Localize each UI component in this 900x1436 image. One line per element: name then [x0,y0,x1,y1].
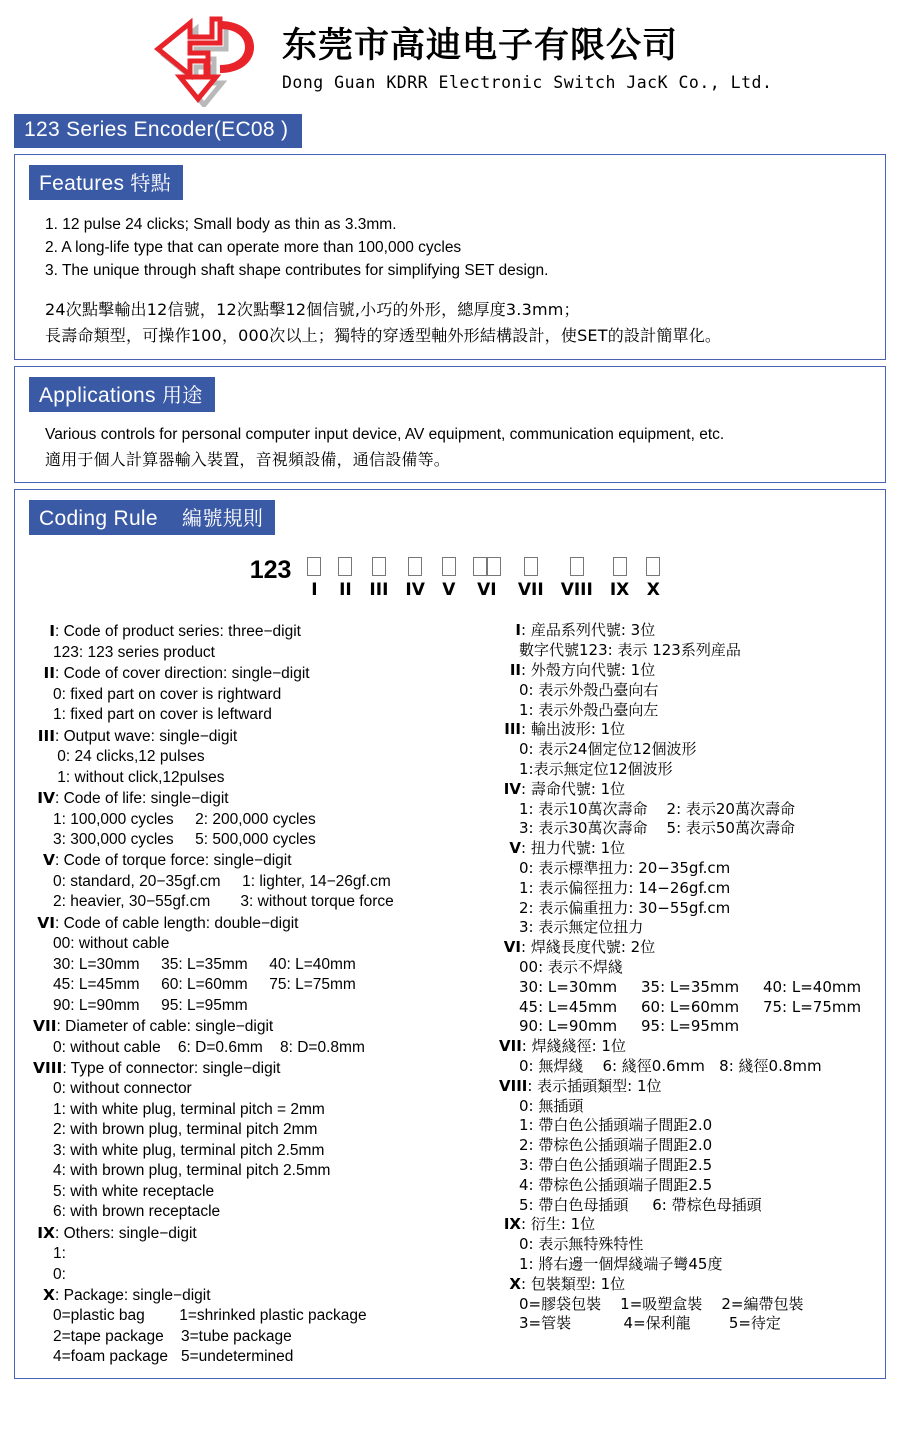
coding-entry-option: 3: 表示30萬次壽命 5: 表示50萬次壽命 [519,819,795,838]
coding-entry-roman: IX [503,1215,521,1234]
code-position-ii [338,557,352,599]
features-title-cn: 特點 [130,171,172,195]
coding-entry-v [499,839,875,938]
coding-entry-option: 3: 300,000 cycles 5: 500,000 cycles [53,831,316,848]
coding-diagram [15,557,885,599]
code-box [408,557,422,576]
code-box-group [338,557,352,576]
coding-entry-option: 90: L=90mm 95: L=95mm [53,996,248,1014]
coding-entry-head: IV: 壽命代號: 1位 [499,780,875,800]
coding-entry-head: X: Package: single−digit [33,1285,485,1306]
coding-entry-option: 1: 100,000 cycles 2: 200,000 cycles [53,810,316,828]
series-title-bar: 123 Series Encoder(EC08 ) [14,114,302,148]
features-panel [14,154,886,360]
coding-rule-column-cn [485,621,875,1367]
coding-entry-iii [33,726,485,788]
code-position-viii [561,557,593,599]
code-roman-label: II [339,580,352,601]
coding-entry-i [33,621,485,663]
feature-item: 2. A long-life type that can operate more than 100,000 cycles [45,238,462,256]
coding-entry-head: VIII: 表示插頭類型: 1位 [499,1076,662,1095]
features-title [29,165,183,200]
coding-entry-option: 數字代號123: 表示 123系列産品 [519,641,741,660]
coding-entry-option: 123: 123 series product [53,643,215,661]
code-box [442,557,456,576]
coding-entry-head: I: 産品系列代號: 3位 [499,621,875,641]
coding-entry-v [33,850,485,912]
coding-entry-head: VII: Diameter of cable: single−digit [33,1017,274,1036]
coding-rule-title [29,500,275,535]
code-position-ix [610,557,629,599]
coding-entry-vii [499,1037,875,1077]
code-roman-label: IV [405,580,425,601]
code-box [372,557,386,576]
coding-entry-head: IV: Code of life: single−digit [33,788,485,809]
page-header [0,0,900,110]
coding-entry-option: 0: 表示24個定位12個波形 [519,740,697,759]
coding-entry-option: 4: with brown plug, terminal pitch 2.5mm [53,1162,331,1180]
coding-entry-roman: I [515,621,521,640]
coding-entry-roman: VII [33,1017,57,1036]
coding-entry-head: III: Output wave: single−digit [33,726,485,747]
feature-item: 3. The unique through shaft shape contributes for simplifying SET design. [45,261,549,279]
coding-entry-option: 1: 表示偏徑扭力: 14−26gf.cm [519,878,731,897]
coding-entry-head: II: 外殼方向代號: 1位 [499,661,875,681]
coding-entry-option: 1: without click,12pulses [53,768,225,786]
coding-entry-roman: IV [37,789,55,808]
coding-entry-option: 30: L=30mm 35: L=35mm 40: L=40mm [519,977,862,996]
feature-item: 1. 12 pulse 24 clicks; Small body as thin as 3.3mm. [45,216,397,233]
coding-entry-x [33,1285,485,1368]
code-box-group [473,557,501,576]
coding-entry-option: 0: fixed part on cover is rightward [53,685,282,703]
coding-entry-roman: II [43,664,55,683]
coding-entry-roman: VII [499,1037,522,1056]
coding-entry-head: VI: Code of cable length: double−digit [33,913,485,934]
coding-entry-option: 3: 表示無定位扭力 [519,918,644,937]
applications-text-en: Various controls for personal computer input device, AV equipment, communication equipment, etc. [45,425,725,443]
coding-entry-x [499,1275,875,1334]
coding-entry-option: 1: 帶白色公插頭端子間距2.0 [519,1116,713,1135]
coding-entry-head: V: Code of torque force: single−digit [33,850,485,871]
coding-entry-option: 1: 表示外殼凸臺向左 [519,700,659,719]
coding-entry-roman: IX [37,1223,55,1242]
coding-entry-option: 0: without cable 6: D=0.6mm 8: D=0.8mm [53,1038,365,1056]
coding-entry-option: 1: fixed part on cover is leftward [53,706,272,724]
coding-entry-head: X: 包裝類型: 1位 [499,1275,875,1295]
applications-title [29,377,215,412]
coding-entry-option: 4=foam package 5=undetermined [53,1348,294,1366]
coding-entry-head: VI: 焊綫長度代號: 2位 [499,938,875,958]
coding-entry-option: 3: with white plug, terminal pitch 2.5mm [53,1141,325,1159]
coding-entry-viii [499,1077,875,1216]
company-name-en: Dong Guan KDRR Electronic Switch JacK Co., Ltd. [282,73,773,93]
code-roman-label: X [646,580,660,601]
coding-entry-option: 0: 無插頭 [519,1096,584,1115]
coding-entry-head: I: Code of product series: three−digit [33,621,485,642]
coding-entry-roman: I [49,622,55,641]
code-box [487,557,501,576]
feature-item-cn: 長壽命類型，可操作100，000次以上；獨特的穿透型軸外形結構設計，使SET的設計簡單化。 [45,325,722,345]
coding-entry-option: 3=管裝 4=保利龍 5=待定 [519,1314,781,1333]
code-box-group [442,557,456,576]
code-roman-label: VII [517,580,544,601]
coding-entry-roman: V [509,839,521,858]
coding-entry-vi [499,938,875,1037]
coding-entry-option: 90: L=90mm 95: L=95mm [519,1017,740,1036]
code-roman-label: I [311,580,318,601]
coding-entry-roman: V [43,851,55,870]
code-box-group [570,557,584,576]
coding-entry-ix [499,1215,875,1274]
coding-entry-option: 45: L=45mm 60: L=60mm 75: L=75mm [519,997,862,1016]
coding-entry-iv [499,780,875,839]
coding-entry-option: 0: standard, 20−35gf.cm 1: lighter, 14−26gf.cm [53,872,391,890]
applications-body [15,412,885,473]
coding-entry-roman: II [509,661,521,680]
coding-entry-roman: VI [503,938,521,957]
code-roman-label: IX [609,580,630,601]
coding-entry-option: 2: 表示偏重扭力: 30−55gf.cm [519,898,731,917]
coding-entry-option: 0: 24 clicks,12 pulses [53,748,205,766]
coding-entry-option: 0=plastic bag 1=shrinked plastic package [53,1307,367,1325]
applications-title-en: Applications [39,383,156,407]
company-name-cn: 东莞市高迪电子有限公司 [282,25,679,66]
coding-entry-option: 1: 表示10萬次壽命 2: 表示20萬次壽命 [519,799,795,818]
company-name-block [282,22,772,92]
code-roman-label: VI [477,580,497,601]
coding-rule-title-en: Coding Rule [39,507,158,531]
coding-entry-head: IX: 衍生: 1位 [499,1215,875,1235]
code-position-vi [473,557,501,599]
code-position-v [442,557,456,599]
code-box-group [613,557,627,576]
applications-text-cn: 適用于個人計算器輸入裝置，音視頻設備，通信設備等。 [45,449,451,469]
coding-entry-roman: X [43,1285,55,1304]
coding-entry-vi [33,913,485,1016]
coding-entry-i [499,621,875,661]
coding-entry-option: 2: with brown plug, terminal pitch 2mm [53,1121,318,1139]
coding-entry-option: 0=膠袋包裝 1=吸塑盒裝 2=編帶包裝 [519,1294,804,1313]
code-roman-label: VIII [560,580,593,601]
coding-entry-vii [33,1016,485,1058]
coding-entry-option: 4: 帶棕色公插頭端子間距2.5 [519,1175,713,1194]
coding-entry-ix [33,1223,485,1285]
coding-entry-option: 5: with white receptacle [53,1182,215,1200]
code-box [570,557,584,576]
code-roman-label: V [442,580,456,601]
coding-entry-option: 1:表示無定位12個波形 [519,760,673,779]
coding-entry-option: 2: 帶棕色公插頭端子間距2.0 [519,1136,713,1155]
code-box [338,557,352,576]
coding-entry-head: II: Code of cover direction: single−digit [33,663,485,684]
code-box [646,557,660,576]
feature-item-cn: 24次點擊輸出12信號，12次點擊12個信號,小巧的外形，總厚度3.3mm； [45,299,580,319]
coding-entry-option: 30: L=30mm 35: L=35mm 40: L=40mm [53,955,356,973]
code-box-group [408,557,422,576]
code-box-group [524,557,538,576]
coding-diagram-row [250,557,661,599]
coding-entry-option: 0: 表示標準扭力: 20−35gf.cm [519,859,731,878]
coding-entry-option: 0: 表示無特殊特性 [519,1235,644,1254]
code-box-group [646,557,660,576]
coding-entry-option: 0: without connector [53,1080,192,1098]
coding-entry-head: VIII: Type of connector: single−digit [33,1058,281,1077]
coding-entry-roman: VIII [499,1076,528,1095]
coding-entry-head: V: 扭力代號: 1位 [499,839,875,859]
code-box [524,557,538,576]
features-body [15,200,885,349]
code-box-group [372,557,386,576]
features-title-en: Features [39,172,125,195]
coding-entry-iii [499,720,875,779]
coding-entry-roman: VIII [33,1058,63,1077]
coding-rule-column-en [33,621,485,1367]
coding-entry-option: 1: 將右邊一個焊綫端子彎45度 [519,1254,723,1273]
code-position-x [646,557,660,599]
code-box [473,557,487,576]
code-box [613,557,627,576]
coding-entry-option: 1: with white plug, terminal pitch = 2mm [53,1100,325,1118]
code-position-iv [405,557,424,599]
code-roman-label: III [369,580,389,601]
coding-entry-option: 45: L=45mm 60: L=60mm 75: L=75mm [53,976,356,994]
code-position-iii [369,557,388,599]
coding-entry-iv [33,788,485,850]
code-box [307,557,321,576]
coding-rule-columns [15,621,885,1367]
coding-entry-option: 2: heavier, 30−55gf.cm 3: without torque force [53,893,394,911]
code-position-vii [518,557,544,599]
coding-entry-roman: VI [37,913,55,932]
coding-entry-roman: IV [503,779,521,798]
coding-entry-option: 00: without cable [53,935,170,953]
coding-entry-option: 0: 無焊綫 6: 綫徑0.6mm 8: 綫徑0.8mm [519,1057,822,1075]
coding-entry-head: III: 輸出波形: 1位 [499,720,875,740]
kdrr-arrow-logo [150,7,268,107]
coding-entry-head: VII: 焊綫綫徑: 1位 [499,1037,626,1056]
coding-entry-roman: III [37,726,55,745]
coding-entry-option: 2=tape package 3=tube package [53,1327,292,1345]
coding-entry-option: 0: 表示外殼凸臺向右 [519,680,659,699]
coding-entry-ii [499,661,875,720]
applications-title-cn: 用途 [161,382,203,407]
coding-entry-viii [33,1058,485,1223]
coding-entry-roman: III [504,720,521,739]
code-prefix: 123 [249,556,292,585]
coding-entry-option: 3: 帶白色公插頭端子間距2.5 [519,1155,713,1174]
coding-entry-option: 6: with brown receptacle [53,1203,221,1221]
code-position-i [307,557,321,599]
coding-entry-ii [33,663,485,725]
coding-rule-panel [14,489,886,1378]
coding-entry-option: 1: [53,1245,66,1263]
coding-entry-option: 5: 帶白色母插頭 6: 帶棕色母插頭 [519,1195,762,1214]
coding-entry-roman: X [509,1274,521,1293]
coding-entry-head: IX: Others: single−digit [33,1223,485,1244]
coding-entry-option: 0: [53,1265,66,1283]
coding-entry-option: 00: 表示不焊綫 [519,958,623,977]
applications-panel [14,366,886,484]
code-box-group [307,557,321,576]
coding-rule-title-cn: 編號規則 [182,506,264,531]
